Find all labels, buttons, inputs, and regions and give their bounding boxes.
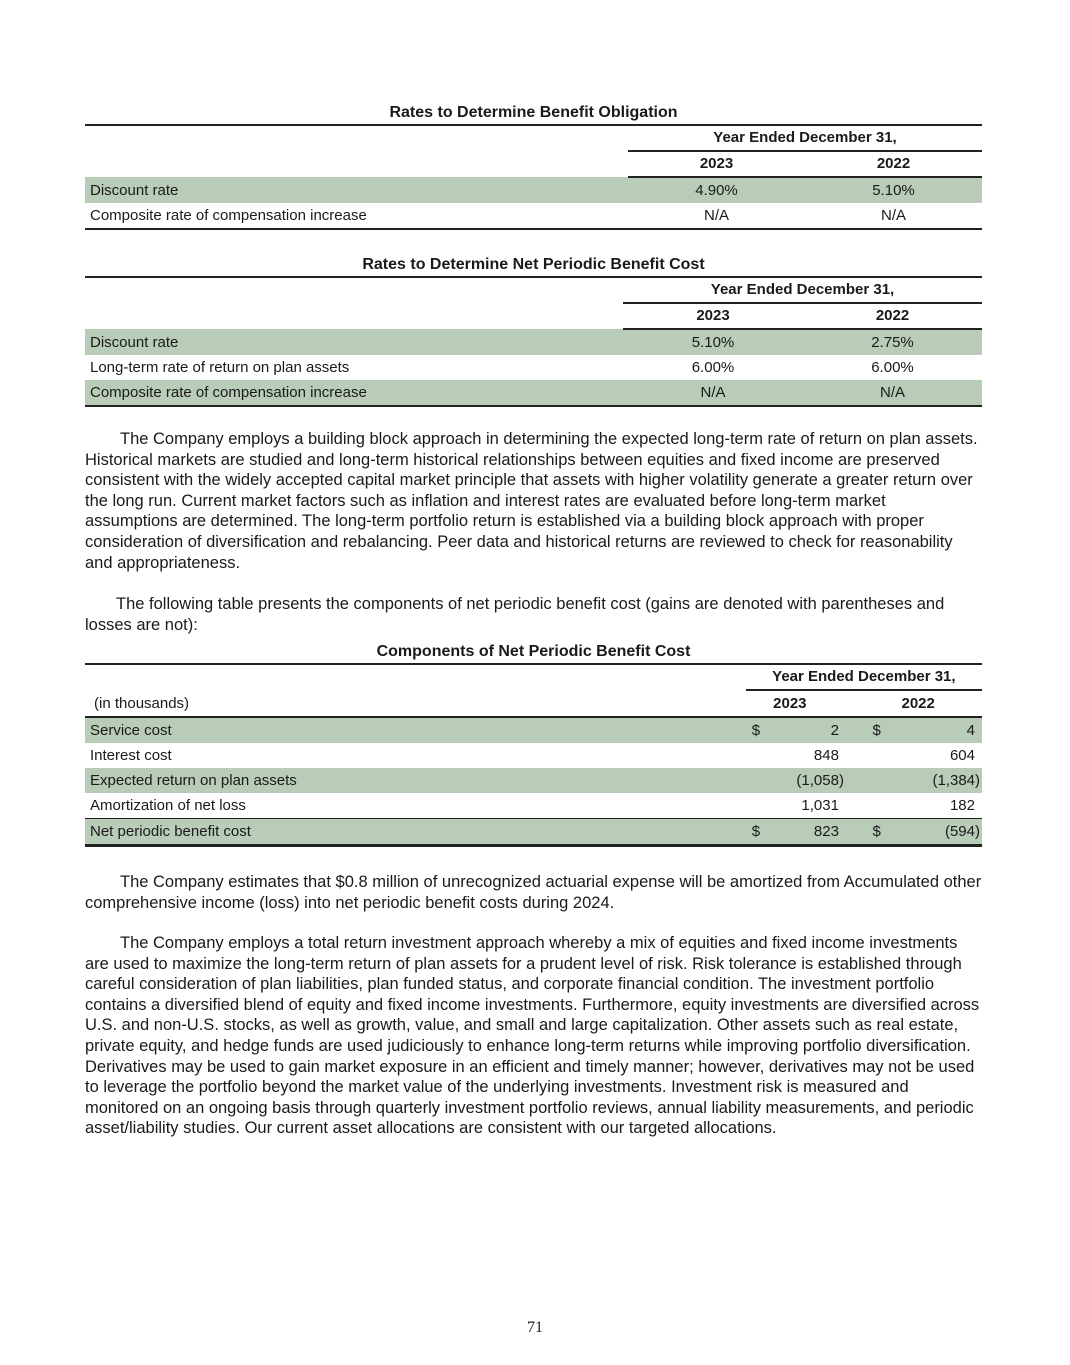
page-number: 71 xyxy=(527,1319,543,1336)
table-row xyxy=(85,743,982,768)
table-row xyxy=(85,177,982,203)
table-row xyxy=(85,203,982,229)
value-cell: 182 xyxy=(949,797,975,814)
value-cell: 2 xyxy=(766,717,846,743)
year-header: 2023 xyxy=(628,151,805,177)
row-label: Net periodic benefit cost xyxy=(85,819,746,846)
table-row xyxy=(85,768,982,793)
total-row xyxy=(85,819,982,846)
value-cell: 848 xyxy=(813,747,839,764)
value-cell: 4.90% xyxy=(628,177,805,203)
paragraph-amortization-estimate: The Company estimates that $0.8 million of unrecognized actuarial expense will be amortized from Accumulated other comprehensive income (loss) into net periodic benefit costs during 2024. xyxy=(85,873,982,912)
value-cell: 2.75% xyxy=(803,329,982,355)
value-cell: 1,031 xyxy=(801,797,839,814)
net-periodic-rates-table-block xyxy=(85,254,982,407)
paragraph-expected-return: The Company employs a building block approach in determining the expected long-term rate of return on plan assets. Historical markets are studied and long-term historical relationships between equities and fixed income are preserved consistent with the widely accepted capital market principle that assets with higher volatility generate a greater return over the long run. Current market factors such as inflation and interest rates are evaluated before long-term market assumptions are determined. The long-term portfolio return is established via a building block approach with proper consideration of diversification and rebalancing. Peer data and historical returns are reviewed to check for reasonability and appropriateness. xyxy=(85,430,978,572)
row-label: Long-term rate of return on plan assets xyxy=(90,359,350,376)
row-label: Composite rate of compensation increase xyxy=(85,203,628,229)
net-periodic-rates-table xyxy=(85,276,982,407)
value-cell: 5.10% xyxy=(623,329,803,355)
units-label: (in thousands) xyxy=(85,690,746,717)
value-cell: 6.00% xyxy=(871,359,914,376)
year-header: 2023 xyxy=(623,303,803,329)
row-label: Composite rate of compensation increase xyxy=(85,380,623,406)
net-periodic-cost-table-block xyxy=(85,641,982,847)
value-cell: 604 xyxy=(949,747,975,764)
period-header: Year Ended December 31, xyxy=(628,125,982,151)
table-row xyxy=(85,793,982,819)
value-cell: 4 xyxy=(887,717,982,743)
value-cell: 5.10% xyxy=(805,177,982,203)
benefit-obligation-table xyxy=(85,124,982,230)
table-title: Components of Net Periodic Benefit Cost xyxy=(376,643,691,660)
row-label: Discount rate xyxy=(85,329,623,355)
paragraph-investment-approach: The Company employs a total return investment approach whereby a mix of equities and fixed income investments are used to maximize the long-term return of plan assets for a prudent level of risk. Risk tolerance is established through careful consideration of plan liabilities, plan funded status, and corporate financial condition. The investment portfolio contains a diversified blend of equity and fixed income investments. Furthermore, equity investments are diversified across U.S. and non-U.S. stocks, as well as growth, value, and small and large capitalization. Other assets such as real estate, private equity, and hedge funds are used judiciously to enhance long-term returns while improving portfolio diversification. Derivatives may be used to gain market exposure in an efficient and timely manner; however, derivatives may not be used to leverage the portfolio beyond the market value of the underlying investments. Investment risk is measured and monitored on an ongoing basis through quarterly investment portfolio reviews, annual liability measurements, and periodic asset/liability studies. Our current asset allocations are consistent with our targeted allocations. xyxy=(85,934,980,1138)
row-label: Expected return on plan assets xyxy=(85,768,746,793)
row-label: Interest cost xyxy=(90,747,172,764)
table-title: Rates to Determine Benefit Obligation xyxy=(389,104,678,121)
table-title: Rates to Determine Net Periodic Benefit Cost xyxy=(362,256,705,273)
currency-symbol: $ xyxy=(866,717,886,743)
value-cell: (1,058) xyxy=(766,768,846,793)
value-cell: N/A xyxy=(805,203,982,229)
value-cell: (1,384) xyxy=(887,768,982,793)
row-label: Discount rate xyxy=(85,177,628,203)
paragraph-table-intro: The following table presents the components of net periodic benefit cost (gains are denoted with parentheses and losses are not): xyxy=(85,595,945,634)
value-cell: 6.00% xyxy=(691,359,735,376)
table-row xyxy=(85,355,982,380)
year-header: 2022 xyxy=(866,690,982,717)
benefit-obligation-table-block xyxy=(85,102,982,230)
period-header: Year Ended December 31, xyxy=(746,664,982,690)
value-cell: (594) xyxy=(887,819,982,846)
table-row xyxy=(85,380,982,406)
value-cell: N/A xyxy=(623,380,803,406)
currency-symbol: $ xyxy=(746,717,766,743)
currency-symbol: $ xyxy=(746,819,766,846)
net-periodic-cost-table xyxy=(85,663,982,847)
row-label: Amortization of net loss xyxy=(90,797,246,814)
value-cell: 823 xyxy=(766,819,846,846)
row-label: Service cost xyxy=(85,717,746,743)
table-row xyxy=(85,717,982,743)
table-row xyxy=(85,329,982,355)
year-header: 2022 xyxy=(805,151,982,177)
currency-symbol: $ xyxy=(866,819,886,846)
value-cell: N/A xyxy=(803,380,982,406)
value-cell: N/A xyxy=(628,203,805,229)
year-header: 2023 xyxy=(746,690,846,717)
period-header: Year Ended December 31, xyxy=(623,277,982,303)
year-header: 2022 xyxy=(803,303,982,329)
